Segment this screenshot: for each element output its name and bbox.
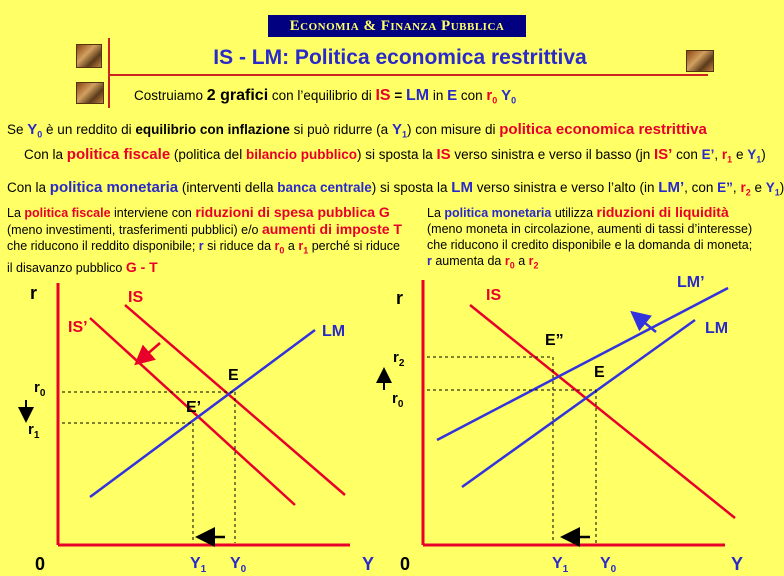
right-y-axis-label: r bbox=[396, 288, 404, 308]
course-banner: Economia & Finanza Pubblica bbox=[268, 15, 526, 37]
right-shift-arrow bbox=[634, 314, 656, 332]
right-lm-new-line bbox=[437, 288, 728, 440]
left-chart bbox=[26, 283, 374, 575]
right-r2-label: $r_2$ bbox=[393, 349, 405, 369]
right-origin-label: 0 bbox=[400, 554, 411, 574]
right-chart bbox=[384, 274, 743, 575]
right-r0-label: $r_0$ bbox=[392, 390, 404, 410]
left-r1-label: $r_1$ bbox=[28, 421, 40, 441]
monetary-policy-paragraph: La politica monetaria utilizza riduzioni di liquidità (meno moneta in circolazione, aumenti di tassi d’interesse) che riducono il credito disponibile e la domanda di moneta; r aumenta da $r_0$ a $r_2$ bbox=[427, 204, 753, 271]
right-y1-label: $Y_1$ bbox=[552, 555, 569, 575]
right-lm-new-label: LM’ bbox=[677, 274, 705, 291]
left-is-label: IS bbox=[128, 289, 144, 306]
left-y-axis-label: r bbox=[30, 283, 38, 303]
left-x-axis-label: Y bbox=[362, 554, 375, 574]
left-lm-label: LM bbox=[322, 323, 346, 340]
right-is-label: IS bbox=[486, 287, 502, 304]
right-lm-label: LM bbox=[705, 320, 729, 337]
left-shift-arrow bbox=[138, 343, 160, 362]
left-origin-label: 0 bbox=[35, 554, 46, 574]
page-title: IS - LM: Politica economica restrittiva bbox=[213, 46, 587, 69]
monetary-policy-line: Con la politica monetaria (interventi della banca centrale) si sposta la LM verso sinistra e verso l’alto (in LM’, con E”, $r_2$ e $Y_1$) bbox=[7, 179, 784, 198]
right-lm-line bbox=[462, 320, 695, 487]
right-is-line bbox=[470, 305, 735, 518]
intro-line: Costruiamo 2 grafici con l’equilibrio di IS = LM in E con $r_0$ $Y_0$ bbox=[134, 87, 517, 106]
fiscal-policy-paragraph: La politica fiscale interviene con riduzioni di spesa pubblica G (meno investimenti, trasferimenti pubblici) e/o aumenti di imposte T che riducono il reddito disponibile; r si riduce da $r_0$ a $r_1$ perché si riduce il disavanzo pubblico G - T bbox=[7, 204, 402, 275]
left-e-new-label: E’ bbox=[186, 399, 202, 416]
right-y0-label: $Y_0$ bbox=[600, 555, 617, 575]
right-e-new-label: E” bbox=[545, 332, 564, 349]
right-e-label: E bbox=[594, 364, 605, 381]
left-lm-line bbox=[90, 330, 315, 497]
equilibrium-line: Se $Y_0$ è un reddito di equilibrio con inflazione si può ridurre (a $Y_1$) con misure di politica economica restrittiva bbox=[7, 121, 707, 140]
left-r0-label: $r_0$ bbox=[34, 379, 46, 399]
left-y1-label: $Y_1$ bbox=[190, 555, 207, 575]
left-y0-label: $Y_0$ bbox=[230, 555, 247, 575]
right-x-axis-label: Y bbox=[731, 554, 744, 574]
left-is-new-label: IS’ bbox=[68, 319, 88, 336]
left-e-label: E bbox=[228, 367, 239, 384]
fiscal-policy-line: Con la politica fiscale (politica del bilancio pubblico) si sposta la IS verso sinistra e verso il basso (jn IS’ con E’, $r_1$ e $Y_1$) bbox=[24, 146, 766, 165]
